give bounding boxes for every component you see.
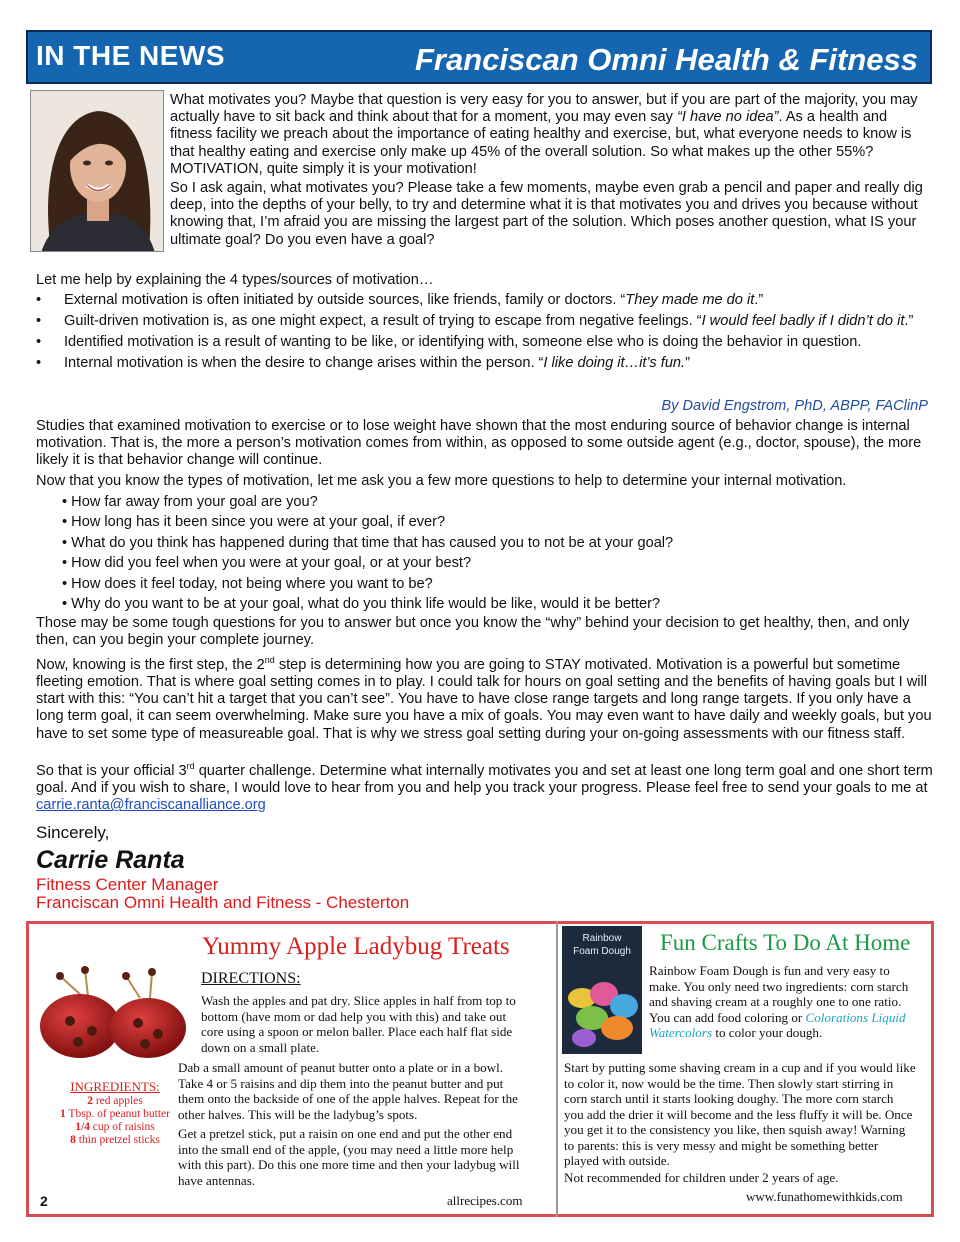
organization: Franciscan Omni Health and Fitness - Chesterton <box>36 893 410 912</box>
directions-heading: DIRECTIONS: <box>201 970 301 987</box>
list-item: • Why do you want to be at your goal, what do you think life would be like, would it be better? <box>62 594 673 614</box>
watercolors-link[interactable]: Colorations Liquid Watercolors <box>649 1009 906 1040</box>
signature-name: Carrie Ranta <box>36 846 185 874</box>
crafts-paragraph-3: Not recommended for children under 2 years of age. <box>564 1170 839 1185</box>
recipe-step-3: Get a pretzel stick, put a raisin on one end and put the other end into the small end of the apple, (you may need a little more help with this part). Do this one more time and then your ladybug will have antennas. <box>178 1126 520 1188</box>
crafts-source: www.funathomewithkids.com <box>746 1189 903 1204</box>
tough-questions-paragraph: Those may be some tough questions for you to answer but once you know the “why” behind your decision to get healthy, then, and only then, can you begin your complete journey. <box>36 615 910 649</box>
goal-setting-paragraph: Now, knowing is the first step, the 2nd step is determining how you are going to STAY motivated. Motivation is a powerful but sometime fleeting emotion. That is where goal setting comes in to play. I could talk for hours on goal setting and the benefits of having goals but I will start with this: “You can’t hit a target that you can’t see”. You have to have close range targets and long range targets. If you only have a long term goal, it can seem overwhelming. Make sure you have a mix of goals. You may even want to have daily and weekly goals, but you have to set some type of measureable goal. That is why we stress goal setting during your on-going assessments with our fitness staff. <box>36 655 932 742</box>
studies-paragraph: Studies that examined motivation to exercise or to lose weight have shown that the most enduring source of behavior change is internal motivation. That is, the more a person’s motivation comes from within, as opposed to some outside agent (e.g., doctor, spouse), the more likely it is that behavior change will continue. <box>36 418 922 469</box>
section-title: IN THE NEWS <box>36 40 226 71</box>
crafts-title: Fun Crafts To Do At Home <box>660 930 911 955</box>
foam-dough-icon <box>562 926 642 1054</box>
motivation-types-list <box>36 290 936 374</box>
author-photo <box>30 90 164 252</box>
intro-paragraph-2: So I ask again, what motivates you? Please take a few moments, maybe even grab a pencil and paper and really dig deep, into the depths of your belly, to try and determine what it is that motivates you and drives you because without knowing that, I’m afraid you are missing the largest part of the solution. Which poses another question, what IS your ultimate goal? Do you even have a goal? <box>170 180 923 248</box>
page-number: 2 <box>40 1193 48 1209</box>
ingredients-box <box>40 1080 190 1147</box>
image-caption: Rainbow Foam Dough <box>573 933 631 957</box>
apple-ladybug-icon <box>30 926 192 1062</box>
header-banner <box>26 30 932 84</box>
brand-title: Franciscan Omni Health & Fitness <box>414 42 918 77</box>
recipe-title: Yummy Apple Ladybug Treats <box>202 933 510 960</box>
challenge-paragraph: So that is your official 3rd quarter challenge. Determine what internally motivates you and set at least one long term goal and one short term goal. And if you wish to share, I would love to hear from you and help you track your progress. Please feel free to send your goals to me at carrie.ranta@franciscanalliance.org <box>36 761 933 814</box>
list-item: • External motivation is often initiated by outside sources, like friends, family or doctors. “They made me do it.” <box>36 290 936 311</box>
intro-paragraph-1: What motivates you? Maybe that question is very easy for you to answer, but if you are part of the majority, you may actually have to sit back and think about that for a moment, you may even say “I have no idea”. As a health and fitness facility we preach about the importance of eating healthy and exercise, but, what everyone needs to know is that healthy eating and exercise only make up 45% of the overall solution. So what makes up the other 55%? MOTIVATION, quite simply it is your motivation! <box>170 92 918 177</box>
recipe-step-1: Wash the apples and pat dry. Slice apples in half from top to bottom (have mom or dad help you with this) and take out core using a spoon or melon baller. Place each half flat side down on a small plate. <box>201 993 516 1055</box>
recipe-source: allrecipes.com <box>447 1193 523 1208</box>
questions-list <box>62 492 673 614</box>
types-intro: Let me help by explaining the 4 types/sources of motivation… <box>36 272 434 288</box>
email-link[interactable]: carrie.ranta@franciscanalliance.org <box>36 797 266 814</box>
job-title: Fitness Center Manager <box>36 875 219 894</box>
ingredients-heading: INGREDIENTS: <box>70 1079 160 1094</box>
crafts-paragraph-2: Start by putting some shaving cream in a cup and if you would like to color it, now would be the time. Then slowly start stirring in corn starch until it starts looking doughy. The more corn starch you add the drier it will become and the less fluffy it will be. Once you get it to the consistency you like, then squish away! Warning to parents: this is very messy and might be something better played with outside. <box>564 1060 916 1168</box>
ingredient-item: 1/4 cup of raisins <box>75 1121 155 1133</box>
list-item: • How long has it been since you were at your goal, if ever? <box>62 512 673 532</box>
foam-dough-image <box>562 926 642 1054</box>
signature-title <box>36 876 409 912</box>
ingredient-item: 2 red apples <box>87 1095 143 1107</box>
list-item: • How far away from your goal are you? <box>62 492 673 512</box>
list-item: • Internal motivation is when the desire to change arises within the person. “I like doing it…it’s fun.” <box>36 353 936 374</box>
portrait-image <box>31 91 164 252</box>
list-item: • How does it feel today, not being where you want to be? <box>62 574 673 594</box>
list-item: • Identified motivation is a result of wanting to be like, or identifying with, someone else who is doing the behavior in question. <box>36 332 936 353</box>
ingredient-item: 1 Tbsp. of peanut butter <box>60 1108 170 1120</box>
crafts-paragraph-1: Rainbow Foam Dough is fun and very easy to make. You only need two ingredients: corn starch and shaving cream at a roughly one to one ratio. You can add food coloring or Colorations Liquid Watercolors to color your dough. <box>649 963 909 1040</box>
ladybug-apple-image <box>30 926 192 1062</box>
questions-intro: Now that you know the types of motivation, let me ask you a few more questions to help to determine your internal motivation. <box>36 473 847 489</box>
ingredient-item: 8 thin pretzel sticks <box>70 1134 160 1146</box>
list-item: • How did you feel when you were at your goal, or at your best? <box>62 553 673 573</box>
list-item: • Guilt-driven motivation is, as one might expect, a result of trying to escape from negative feelings. “I would feel badly if I didn’t do it.” <box>36 311 936 332</box>
byline: By David Engstrom, PhD, ABPP, FAClinP <box>661 398 928 414</box>
signoff: Sincerely, <box>36 823 110 842</box>
recipe-step-2: Dab a small amount of peanut butter onto a plate or in a bowl. Take 4 or 5 raisins and dip them into the peanut butter and put them onto the backside of one of the apple halves. Repeat for the other halves. This will be the ladybug’s spots. <box>178 1060 518 1122</box>
list-item: • What do you think has happened during that time that has caused you to not be at your goal? <box>62 533 673 553</box>
feature-divider <box>556 921 558 1217</box>
